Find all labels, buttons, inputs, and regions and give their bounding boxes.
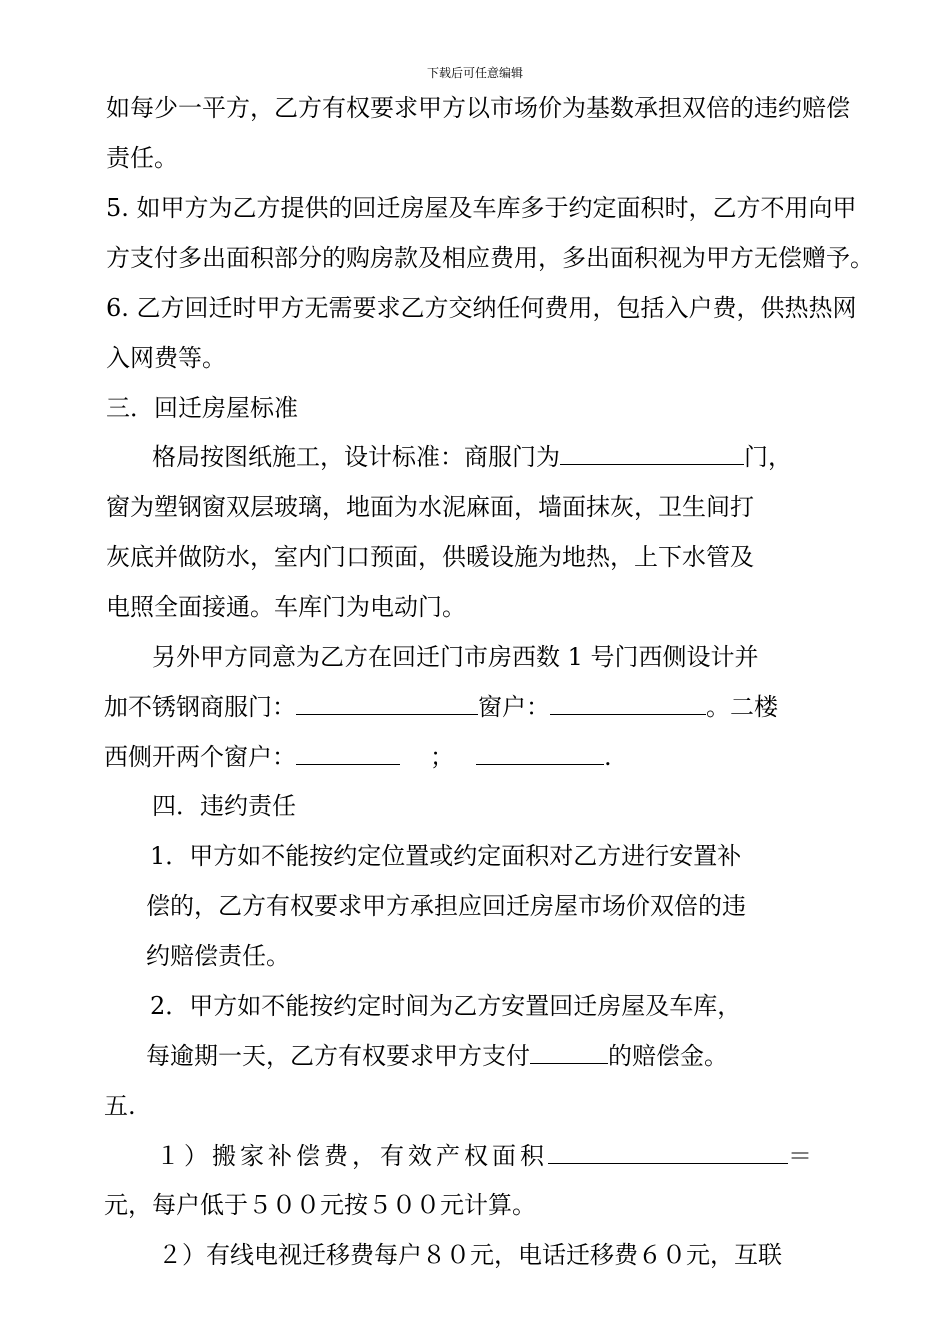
steel-door-blank bbox=[296, 692, 478, 715]
standard-line: 灰底并做防水，室内门口预面，供暖设施为地热，上下水管及 bbox=[106, 543, 754, 571]
extra-text: . bbox=[604, 743, 612, 771]
extra-text: 。二楼 bbox=[706, 693, 778, 721]
compensation-text: ＝ bbox=[788, 1142, 812, 1170]
extra-line bbox=[104, 742, 612, 772]
area-blank bbox=[548, 1141, 788, 1164]
extra-text: 加不锈钢商服门： bbox=[104, 693, 296, 721]
liability-line: 约赔偿责任。 bbox=[146, 942, 290, 970]
compensation-line: 元，每户低于５００元按５００元计算。 bbox=[104, 1191, 536, 1219]
page-header: 下载后可任意编辑 bbox=[426, 66, 523, 80]
section-heading-5: 五. bbox=[104, 1092, 136, 1120]
section-heading-3: 三．回迁房屋标准 bbox=[106, 394, 298, 422]
clause-5-line: 方支付多出面积部分的购房款及相应费用，多出面积视为甲方无偿赠予。 bbox=[106, 244, 874, 272]
compensation-line: ２）有线电视迁移费每户８０元，电话迁移费６０元，互联 bbox=[158, 1241, 782, 1269]
standard-line bbox=[152, 442, 792, 472]
section-heading-4: 四．违约责任 bbox=[152, 792, 296, 820]
window-blank-2 bbox=[476, 742, 604, 765]
standard-line: 窗为塑钢窗双层玻璃，地面为水泥麻面，墙面抹灰，卫生间打 bbox=[106, 493, 754, 521]
compensation-text: １）搬家补偿费，有效产权面积 bbox=[156, 1142, 548, 1170]
extra-line: 另外甲方同意为乙方在回迁门市房西数 1 号门西侧设计并 bbox=[152, 643, 759, 671]
liability-line: 偿的，乙方有权要求甲方承担应回迁房屋市场价双倍的违 bbox=[146, 892, 746, 920]
compensation-line bbox=[156, 1141, 812, 1171]
standard-line: 电照全面接通。车库门为电动门。 bbox=[106, 593, 466, 621]
penalty-blank bbox=[530, 1041, 608, 1064]
clause-6-line: 入网费等。 bbox=[106, 344, 226, 372]
window-blank bbox=[550, 692, 706, 715]
extra-line bbox=[104, 692, 778, 722]
standard-text: 门， bbox=[744, 443, 792, 471]
paragraph-line: 如每少一平方，乙方有权要求甲方以市场价为基数承担双倍的违约赔偿 bbox=[106, 94, 850, 122]
shop-door-blank bbox=[560, 442, 744, 465]
extra-text: 窗户： bbox=[478, 693, 550, 721]
clause-5-line: 5. 如甲方为乙方提供的回迁房屋及车库多于约定面积时，乙方不用向甲 bbox=[106, 194, 857, 222]
liability-text: 每逾期一天，乙方有权要求甲方支付 bbox=[146, 1042, 530, 1070]
window-blank-1 bbox=[296, 742, 400, 765]
liability-text: 的赔偿金。 bbox=[608, 1042, 728, 1070]
liability-line: 2．甲方如不能按约定时间为乙方安置回迁房屋及车库， bbox=[150, 992, 742, 1020]
extra-text: 西侧开两个窗户： bbox=[104, 743, 296, 771]
extra-text: ； bbox=[430, 743, 454, 771]
liability-line bbox=[146, 1041, 728, 1071]
standard-text: 格局按图纸施工，设计标准：商服门为 bbox=[152, 443, 560, 471]
clause-6-line: 6. 乙方回迁时甲方无需要求乙方交纳任何费用，包括入户费，供热热网 bbox=[106, 294, 857, 322]
liability-line: 1．甲方如不能按约定位置或约定面积对乙方进行安置补 bbox=[150, 842, 742, 870]
paragraph-line: 责任。 bbox=[106, 144, 178, 172]
